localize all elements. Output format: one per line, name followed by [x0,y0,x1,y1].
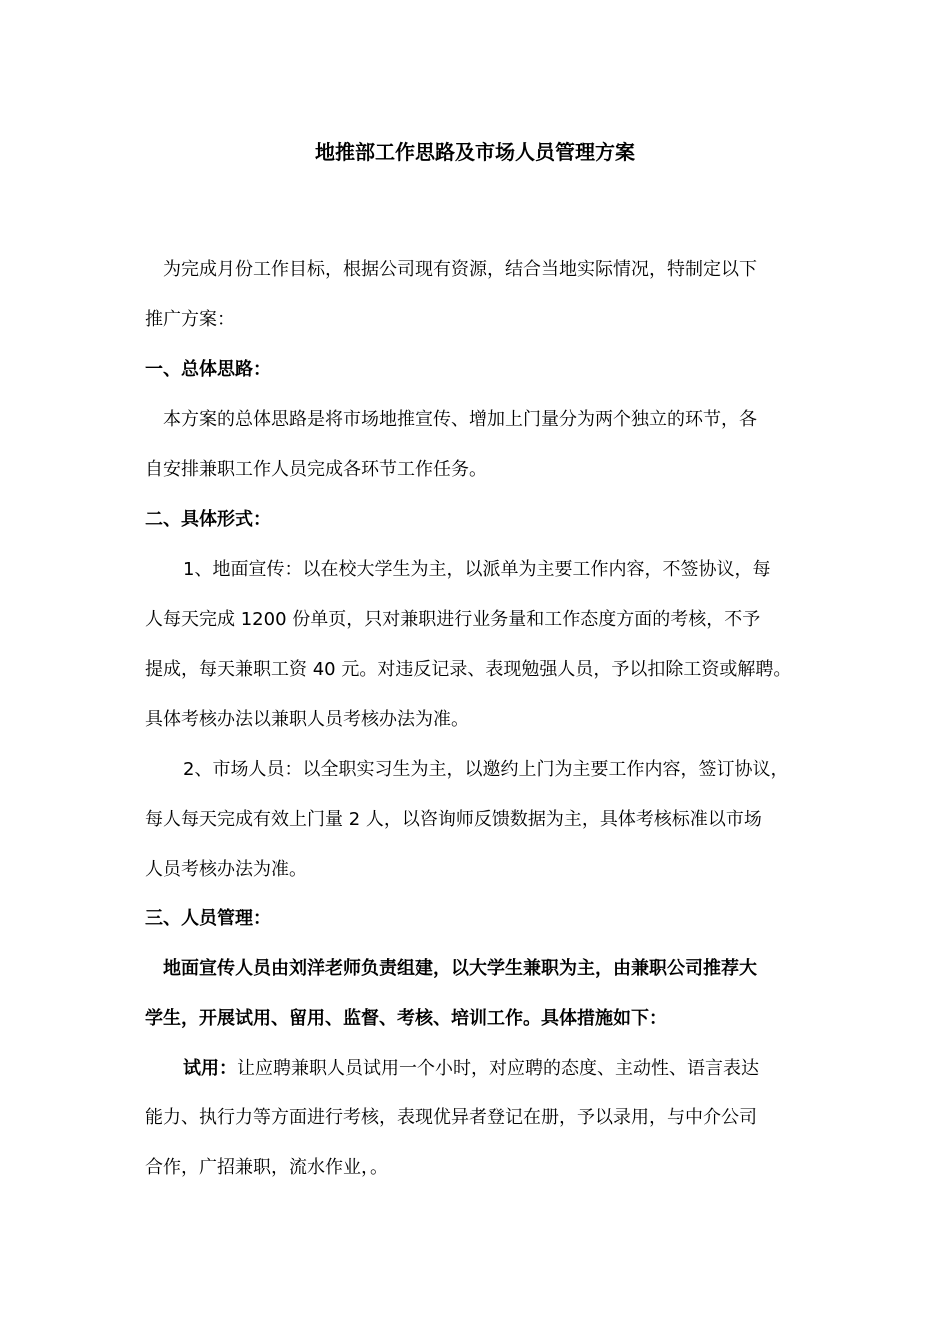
section-1-heading: 一、总体思路： [145,359,271,380]
section-2-item-2-line-3: 人员考核办法为准。 [145,859,307,880]
section-3-heading: 三、人员管理： [145,908,271,929]
trial-text: 让应聘兼职人员试用一个小时，对应聘的态度、主动性、语言表达 [237,1058,759,1079]
section-2-item-2-line-2: 每人每天完成有效上门量 2 人，以咨询师反馈数据为主，具体考核标准以市场 [145,809,762,830]
document-title: 地推部工作思路及市场人员管理方案 [315,140,635,164]
section-1-line-2: 自安排兼职工作人员完成各环节工作任务。 [145,459,487,480]
intro-line-2: 推广方案： [145,309,235,330]
section-3-trial-line-3: 合作，广招兼职，流水作业，。 [145,1157,388,1178]
section-2-item-2-line-1: 2、市场人员：以全职实习生为主，以邀约上门为主要工作内容，签订协议， [183,759,789,780]
section-2-item-1-line-1: 1、地面宣传：以在校大学生为主，以派单为主要工作内容，不签协议，每 [183,559,771,580]
section-2-item-1-line-3: 提成，每天兼职工资 40 元。对违反记录、表现勉强人员，予以扣除工资或解聘。 [145,659,792,680]
section-3-trial-line-2: 能力、执行力等方面进行考核，表现优异者登记在册，予以录用，与中介公司 [145,1107,757,1128]
section-3-bold-line-1: 地面宣传人员由刘洋老师负责组建，以大学生兼职为主，由兼职公司推荐大 [163,958,757,979]
section-2-item-1-line-2: 人每天完成 1200 份单页，只对兼职进行业务量和工作态度方面的考核，不予 [145,609,761,630]
section-2-heading: 二、具体形式： [145,509,271,530]
section-1-line-1: 本方案的总体思路是将市场地推宣传、增加上门量分为两个独立的环节，各 [163,409,757,430]
trial-label: 试用： [183,1058,237,1079]
section-3-trial-line-1 [183,1054,759,1084]
section-3-bold-line-2: 学生，开展试用、留用、监督、考核、培训工作。具体措施如下： [145,1008,667,1029]
section-2-item-1-line-4: 具体考核办法以兼职人员考核办法为准。 [145,709,469,730]
intro-line-1: 为完成月份工作目标，根据公司现有资源，结合当地实际情况，特制定以下 [163,259,757,280]
